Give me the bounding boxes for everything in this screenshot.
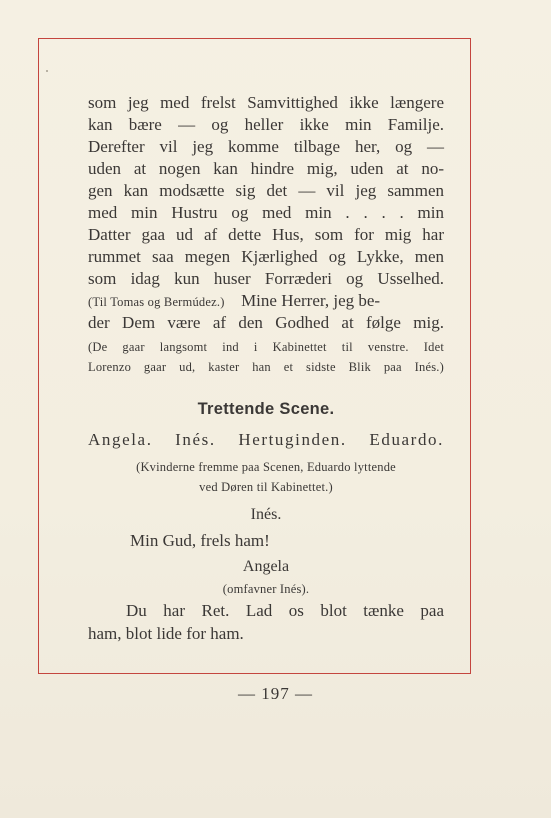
text-line: uden at nogen kan hindre mig, uden at no-	[88, 159, 444, 178]
text-line: Datter gaa ud af dette Hus, som for mig har	[88, 225, 444, 244]
stage-direction-line: (omfavner Inés).	[222, 582, 310, 596]
speech-line: Min Gud, frels ham!	[130, 531, 270, 550]
stage-direction-line: ved Døren til Kabinettet.)	[199, 480, 333, 494]
text-line: som jeg med frelst Samvittighed ikke længere	[88, 93, 444, 112]
speaker-name: Inés.	[250, 506, 282, 523]
stage-direction-line: Lorenzo gaar ud, kaster han et sidste Blik paa Inés.)	[88, 360, 444, 374]
speaker-name: Angela	[242, 558, 290, 575]
text-line: gen kan modsætte sig det — vil jeg sammen	[88, 181, 444, 200]
text-line-mixed	[88, 290, 444, 313]
stage-direction-line: (Kvinderne fremme paa Scenen, Eduardo lyttende	[136, 460, 396, 474]
text-line: der Dem være af den Godhed at følge mig.	[88, 313, 444, 332]
stage-direction-inline: (Til Tomas og Bermúdez.)	[88, 295, 225, 309]
page-number: — 197 —	[238, 684, 313, 703]
text-line: Derefter vil jeg komme tilbage her, og —	[88, 137, 444, 156]
text-line: med min Hustru og med min . . . . min	[88, 203, 444, 222]
speech-line: Du har Ret. Lad os blot tænke paa	[126, 601, 444, 620]
scene-heading: Trettende Scene.	[197, 400, 335, 418]
text-line: rummet saa megen Kjærlighed og Lykke, men	[88, 247, 444, 266]
speech-fragment: Mine Herrer, jeg be-	[241, 291, 381, 310]
cast-line: Angela. Inés. Hertuginden. Eduardo.	[88, 430, 444, 449]
speech-line: ham, blot lide for ham.	[88, 624, 244, 643]
stage-direction-line: (De gaar langsomt ind i Kabinettet til venstre. Idet	[88, 340, 444, 354]
text-line: kan bære — og heller ikke min Familje.	[88, 115, 444, 134]
text-line: som idag kun huser Forræderi og Usselhed.	[88, 269, 444, 288]
